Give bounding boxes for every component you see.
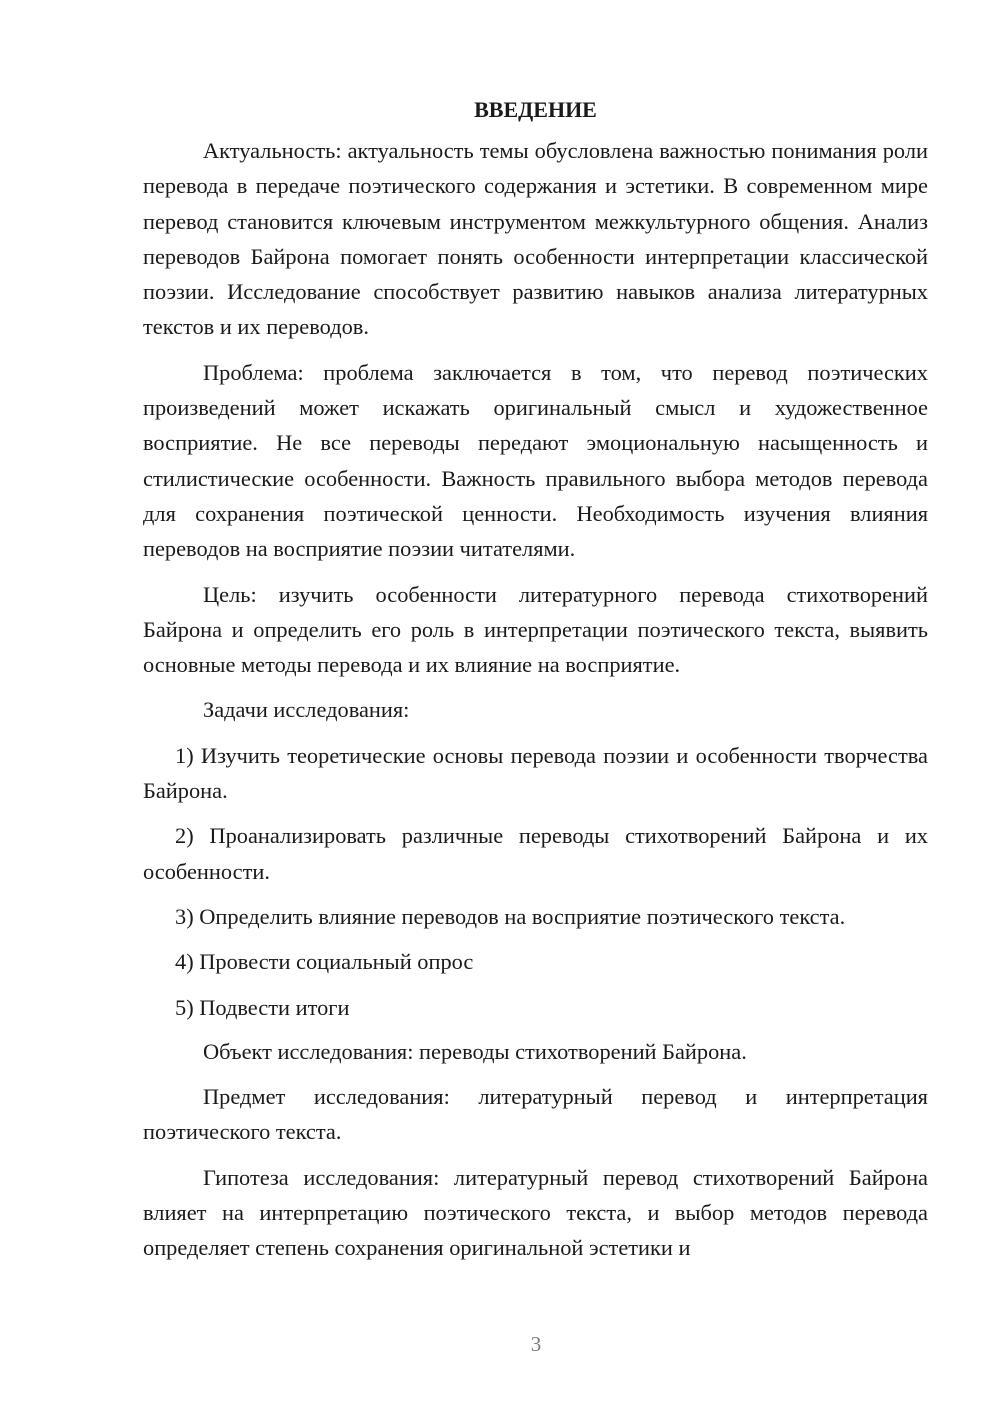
paragraph-subject: Предмет исследования: литературный перевод и интерпретация поэтического текста. [143, 1084, 928, 1145]
paragraph-relevance: Актуальность: актуальность темы обусловлена важностью понимания роли перевода в передаче поэтического содержания и эстетики. В современном мире перевод становится ключевым инструментом межкультурного общения. Анализ переводов Байрона помогает понять особенности интерпретации классической поэзии. Исследование способствует развитию навыков анализа литературных текстов и их переводов. [143, 138, 928, 340]
page-title: ВВЕДЕНИЕ [474, 97, 597, 122]
tasks-heading: Задачи исследования: [203, 697, 410, 723]
task-item-4: 4) Провести социальный опрос [175, 949, 474, 975]
task-item-1: 1) Изучить теоретические основы перевода поэзии и особенности творчества Байрона. [143, 742, 928, 804]
task-item-2: 2) Проанализировать различные переводы стихотворений Байрона и их особенности. [143, 823, 928, 884]
paragraph-goal: Цель: изучить особенности литературного перевода стихотворений Байрона и определить его роль в интерпретации поэтического текста, выявить основные методы перевода и их влияние на восприятие. [143, 581, 928, 678]
paragraph-object: Объект исследования: переводы стихотворений Байрона. [203, 1038, 747, 1064]
page-content [143, 92, 928, 1276]
page-number: 3 [530, 1332, 542, 1356]
paragraph-problem: Проблема: проблема заключается в том, что перевод поэтических произведений может искажать оригинальный смысл и художественное восприятие. Не все переводы передают эмоциональную насыщенность и стилистические особенности. Важность правильного выбора методов перевода для сохранения поэтической ценности. Необходимость изучения влияния переводов на восприятие поэзии читателями. [143, 359, 928, 562]
task-item-5: 5) Подвести итоги [175, 994, 350, 1020]
paragraph-hypothesis: Гипотеза исследования: литературный перевод стихотворений Байрона влияет на интерпретацию поэтического текста, и выбор методов перевода определяет степень сохранения оригинальной эстетики и [143, 1164, 928, 1261]
task-item-3: 3) Определить влияние переводов на восприятие поэтического текста. [175, 903, 846, 929]
